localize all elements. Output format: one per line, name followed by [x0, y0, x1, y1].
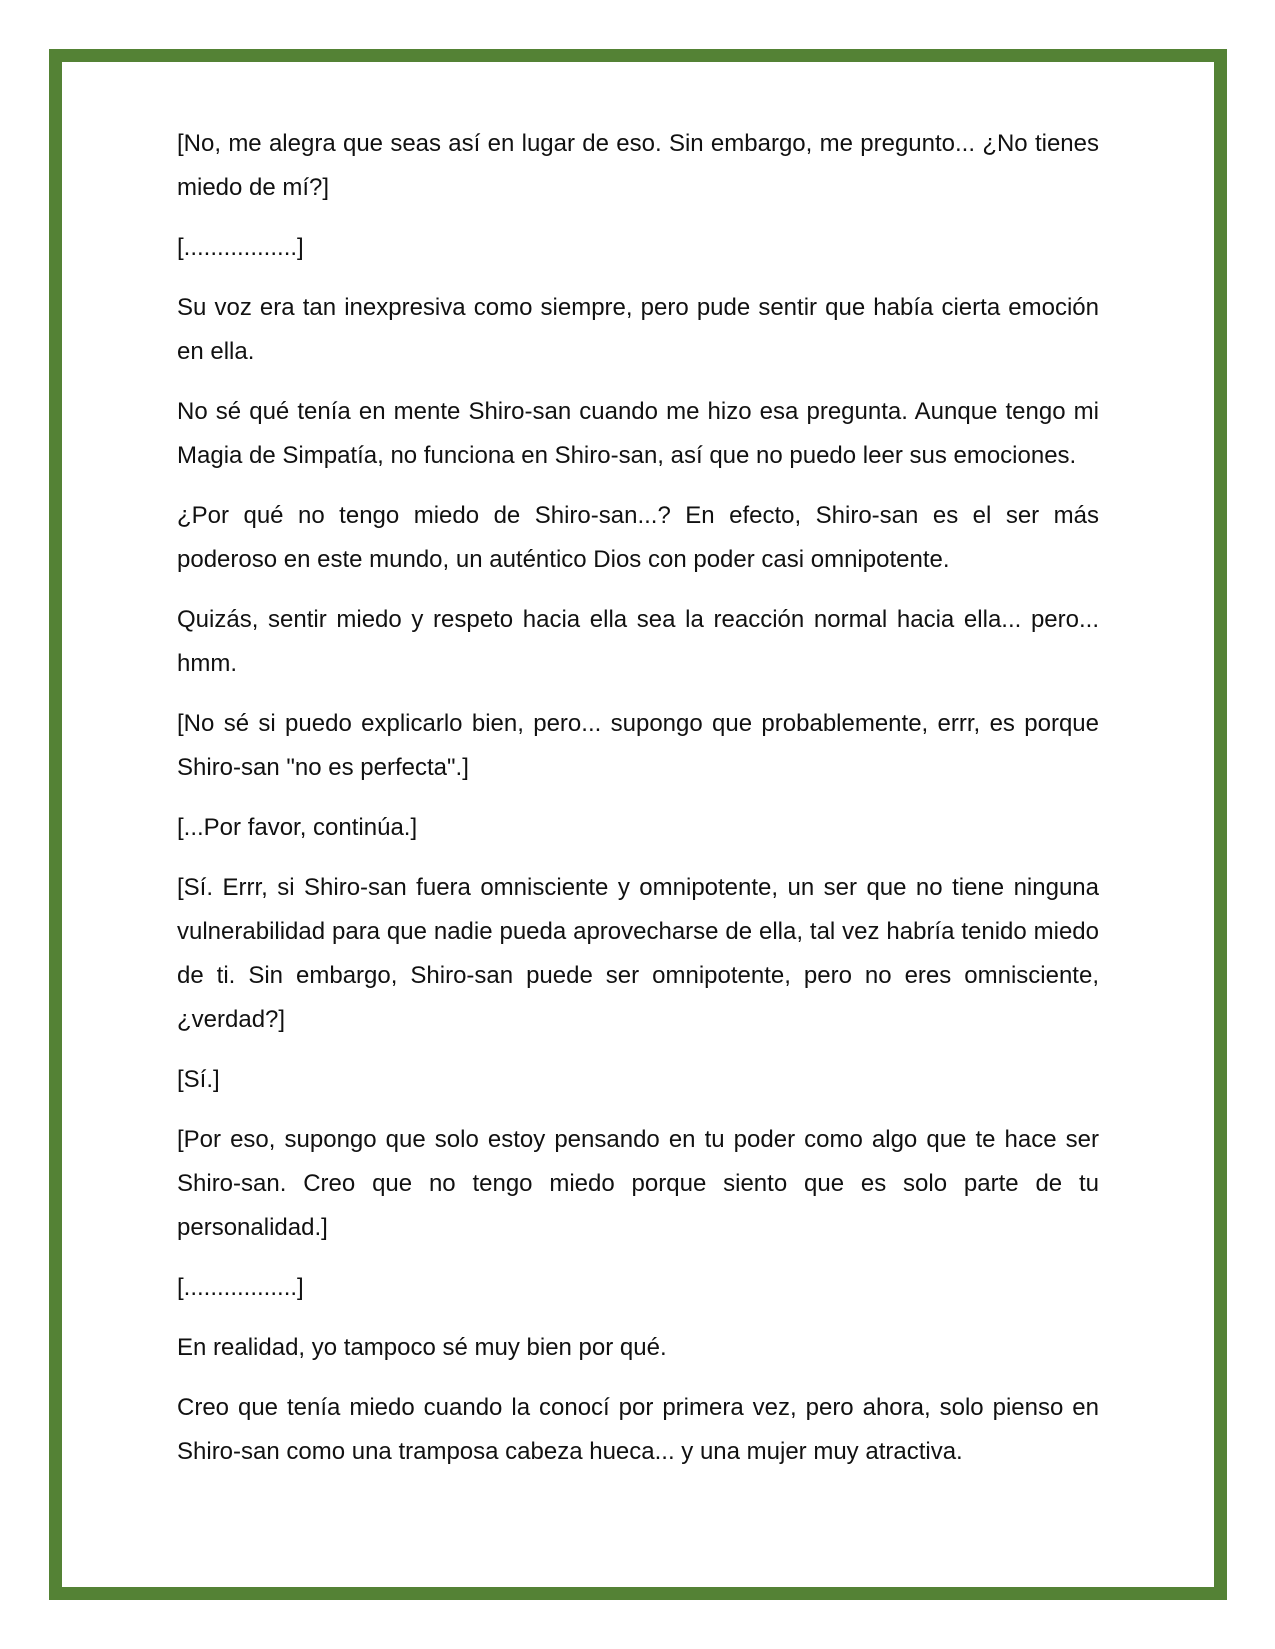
paragraph-11: [Por eso, supongo que solo estoy pensando en tu poder como algo que te hace ser Shiro-san. Creo que no tengo miedo porque siento que es solo parte de tu personalidad.]	[177, 1126, 1099, 1241]
paragraph-4: No sé qué tenía en mente Shiro-san cuando me hizo esa pregunta. Aunque tengo mi Magia de Simpatía, no funciona en Shiro-san, así que no puedo leer sus emociones.	[177, 398, 1099, 469]
paragraph-13: En realidad, yo tampoco sé muy bien por qué.	[177, 1334, 667, 1361]
paragraph-8: [...Por favor, continúa.]	[177, 814, 418, 841]
paragraph-9: [Sí. Errr, si Shiro-san fuera omnisciente y omnipotente, un ser que no tiene ninguna vulnerabilidad para que nadie pueda aprovecharse de ella, tal vez habría tenido miedo de ti. Sin embargo, Shiro-san puede ser omnipotente, pero no eres omnisciente, ¿verdad?]	[177, 874, 1099, 1033]
paragraph-12: [.................]	[177, 1274, 304, 1301]
paragraph-2: [.................]	[177, 234, 304, 261]
paragraph-14: Creo que tenía miedo cuando la conocí por primera vez, pero ahora, solo pienso en Shiro-san como una tramposa cabeza hueca... y una mujer muy atractiva.	[177, 1394, 1099, 1465]
paragraph-5: ¿Por qué no tengo miedo de Shiro-san...? En efecto, Shiro-san es el ser más poderoso en este mundo, un auténtico Dios con poder casi omnipotente.	[177, 502, 1099, 573]
paragraph-6: Quizás, sentir miedo y respeto hacia ella sea la reacción normal hacia ella... pero... hmm.	[177, 606, 1099, 677]
document-body	[177, 122, 1099, 1490]
paragraph-10: [Sí.]	[177, 1066, 220, 1093]
paragraph-1: [No, me alegra que seas así en lugar de eso. Sin embargo, me pregunto... ¿No tienes miedo de mí?]	[177, 130, 1099, 201]
paragraph-3: Su voz era tan inexpresiva como siempre, pero pude sentir que había cierta emoción en ella.	[177, 294, 1099, 365]
paragraph-7: [No sé si puedo explicarlo bien, pero... supongo que probablemente, errr, es porque Shiro-san "no es perfecta".]	[177, 710, 1099, 781]
